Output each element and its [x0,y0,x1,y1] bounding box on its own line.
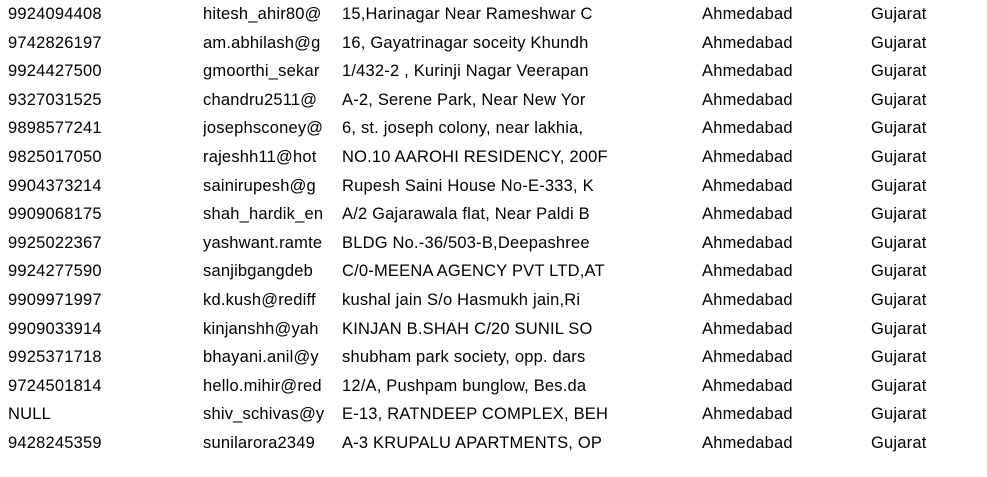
email-cell[interactable]: sanjibgangdeb [203,262,313,281]
address-cell[interactable]: A/2 Gajarawala flat, Near Paldi B [342,205,590,224]
city-cell[interactable]: Ahmedabad [702,319,793,338]
city-cell[interactable]: Ahmedabad [702,348,793,367]
city-cell[interactable]: Ahmedabad [702,376,793,395]
phone-cell[interactable]: 9925371718 [8,348,102,367]
city-cell[interactable]: Ahmedabad [702,148,793,166]
address-cell[interactable]: shubham park society, opp. dars [342,348,586,367]
email-cell[interactable]: bhayani.anil@y [203,348,319,367]
state-cell[interactable]: Gujarat [871,90,927,109]
city-cell[interactable]: Ahmedabad [702,90,793,109]
address-cell[interactable]: A-3 KRUPALU APARTMENTS, OP [342,434,603,452]
phone-cell[interactable]: 9724501814 [8,376,102,395]
phone-cell[interactable]: 9898577241 [8,119,102,138]
phone-cell[interactable]: 9924427500 [8,62,102,81]
address-cell[interactable]: E-13, RATNDEEP COMPLEX, BEH [342,405,609,424]
table-row [0,172,987,200]
state-cell[interactable]: Gujarat [871,33,927,52]
state-cell[interactable]: Gujarat [871,262,927,281]
email-cell[interactable]: kd.kush@rediff [203,291,316,309]
email-cell[interactable]: josephsconey@ [203,119,324,138]
address-cell[interactable]: 16, Gayatrinagar soceity Khundh [342,33,589,52]
email-cell[interactable]: shah_hardik_en [203,205,324,224]
email-cell[interactable]: hello.mihir@red [203,376,322,395]
phone-cell[interactable]: 9924094408 [8,5,102,23]
state-cell[interactable]: Gujarat [871,62,927,81]
address-cell[interactable]: A-2, Serene Park, Near New Yor [342,90,586,109]
email-cell[interactable]: hitesh_ahir80@ [203,5,322,23]
phone-cell[interactable]: 9825017050 [8,148,102,166]
address-cell[interactable]: 12/A, Pushpam bunglow, Bes.da [342,376,587,395]
table-row [0,143,987,171]
city-cell[interactable]: Ahmedabad [702,176,793,195]
phone-cell[interactable]: 9909068175 [8,205,102,224]
city-cell[interactable]: Ahmedabad [702,434,793,452]
email-cell[interactable]: yashwant.ramte [203,233,323,252]
email-cell[interactable]: chandru2511@ [203,90,318,109]
state-cell[interactable]: Gujarat [871,205,927,224]
address-cell[interactable]: BLDG No.-36/503-B,Deepashree [342,233,590,252]
table-row [0,315,987,343]
city-cell[interactable]: Ahmedabad [702,62,793,81]
address-cell[interactable]: C/0-MEENA AGENCY PVT LTD,AT [342,262,605,281]
table-row [0,0,987,28]
city-cell[interactable]: Ahmedabad [702,205,793,224]
phone-cell[interactable]: 9904373214 [8,176,102,195]
email-cell[interactable]: sainirupesh@g [203,176,316,195]
address-cell[interactable]: Rupesh Saini House No-E-333, K [342,176,594,195]
table-row [0,86,987,114]
state-cell[interactable]: Gujarat [871,319,927,338]
phone-cell[interactable]: 9924277590 [8,262,102,281]
table-row [0,286,987,314]
city-cell[interactable]: Ahmedabad [702,119,793,138]
email-cell[interactable]: am.abhilash@g [203,33,321,52]
table-row [0,372,987,400]
state-cell[interactable]: Gujarat [871,148,927,166]
email-cell[interactable]: gmoorthi_sekar [203,62,320,81]
table-row [0,343,987,371]
state-cell[interactable]: Gujarat [871,119,927,138]
email-cell[interactable]: kinjanshh@yah [203,319,319,338]
phone-cell[interactable]: 9742826197 [8,33,102,52]
address-cell[interactable]: KINJAN B.SHAH C/20 SUNIL SO [342,319,593,338]
table-row [0,200,987,228]
phone-cell[interactable]: 9909033914 [8,319,102,338]
table-row [0,429,987,457]
email-cell[interactable]: sunilarora2349 [203,434,315,452]
state-cell[interactable]: Gujarat [871,376,927,395]
city-cell[interactable]: Ahmedabad [702,233,793,252]
table-row [0,257,987,285]
address-cell[interactable]: kushal jain S/o Hasmukh jain,Ri [342,291,581,309]
state-cell[interactable]: Gujarat [871,434,927,452]
state-cell[interactable]: Gujarat [871,291,927,309]
table-row [0,29,987,57]
city-cell[interactable]: Ahmedabad [702,5,793,23]
table-row [0,114,987,142]
table-row [0,57,987,85]
city-cell[interactable]: Ahmedabad [702,405,793,424]
email-cell[interactable]: rajeshh11@hot [203,148,317,166]
state-cell[interactable]: Gujarat [871,348,927,367]
state-cell[interactable]: Gujarat [871,176,927,195]
phone-cell[interactable]: NULL [8,405,51,424]
state-cell[interactable]: Gujarat [871,5,927,23]
address-cell[interactable]: NO.10 AAROHI RESIDENCY, 200F [342,148,608,166]
state-cell[interactable]: Gujarat [871,233,927,252]
city-cell[interactable]: Ahmedabad [702,262,793,281]
phone-cell[interactable]: 9327031525 [8,90,102,109]
address-cell[interactable]: 15,Harinagar Near Rameshwar C [342,5,593,23]
city-cell[interactable]: Ahmedabad [702,291,793,309]
phone-cell[interactable]: 9428245359 [8,434,102,452]
state-cell[interactable]: Gujarat [871,405,927,424]
address-cell[interactable]: 1/432-2 , Kurinji Nagar Veerapan [342,62,589,81]
phone-cell[interactable]: 9925022367 [8,233,102,252]
city-cell[interactable]: Ahmedabad [702,33,793,52]
email-cell[interactable]: shiv_schivas@y [203,405,325,424]
address-cell[interactable]: 6, st. joseph colony, near lakhia, [342,119,584,138]
phone-cell[interactable]: 9909971997 [8,291,102,309]
table-row [0,229,987,257]
table-row [0,400,987,428]
